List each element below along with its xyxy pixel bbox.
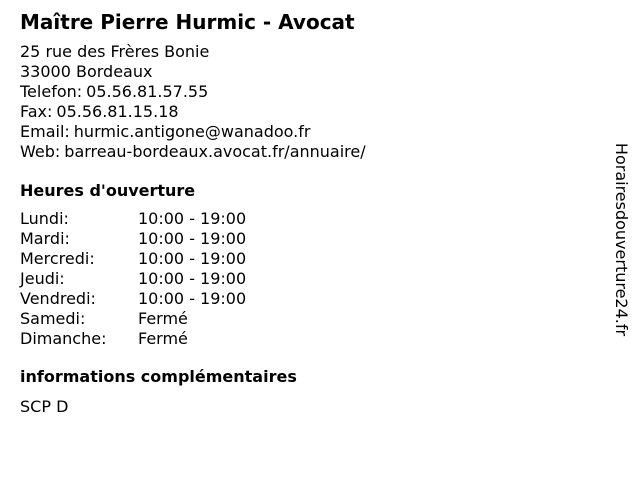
extra-info-heading: informations complémentaires — [20, 367, 297, 386]
business-title: Maître Pierre Hurmic - Avocat — [20, 10, 355, 34]
extra-info-text: SCP D — [20, 397, 69, 416]
phone-number[interactable]: 05.56.81.57.55 — [86, 82, 209, 101]
fax-number: 05.56.81.15.18 — [56, 102, 179, 121]
address-street: 25 rue des Frères Bonie — [20, 42, 210, 61]
web-link[interactable]: barreau-bordeaux.avocat.fr/annuaire/ — [64, 142, 366, 161]
phone-line — [20, 82, 600, 102]
web-label: Web: — [20, 142, 61, 161]
hours-time: Fermé — [138, 329, 188, 348]
hours-day: Dimanche: — [20, 329, 107, 348]
hours-time: 10:00 - 19:00 — [138, 289, 247, 308]
hours-day: Lundi: — [20, 209, 69, 228]
email-line — [20, 122, 600, 142]
address-city: 33000 Bordeaux — [20, 62, 153, 81]
fax-label: Fax: — [20, 102, 53, 121]
hours-day: Mercredi: — [20, 249, 95, 268]
hours-day: Jeudi: — [20, 269, 65, 288]
hours-day: Vendredi: — [20, 289, 96, 308]
hours-time: 10:00 - 19:00 — [138, 229, 247, 248]
hours-row-wednesday — [20, 249, 600, 269]
hours-day: Mardi: — [20, 229, 70, 248]
hours-time: 10:00 - 19:00 — [138, 249, 247, 268]
brand-watermark — [612, 134, 632, 344]
hours-table — [20, 209, 600, 349]
hours-row-thursday — [20, 269, 600, 289]
hours-time: Fermé — [138, 309, 188, 328]
phone-label: Telefon: — [20, 82, 83, 101]
hours-row-monday — [20, 209, 600, 229]
hours-time: 10:00 - 19:00 — [138, 209, 247, 228]
hours-row-sunday — [20, 329, 600, 349]
hours-row-friday — [20, 289, 600, 309]
web-line — [20, 142, 600, 162]
email-link[interactable]: hurmic.antigone@wanadoo.fr — [73, 122, 311, 141]
hours-time: 10:00 - 19:00 — [138, 269, 247, 288]
hours-day: Samedi: — [20, 309, 86, 328]
brand-text: Horairesdouverture24.fr — [612, 142, 632, 336]
hours-row-saturday — [20, 309, 600, 329]
fax-line — [20, 102, 600, 122]
email-label: Email: — [20, 122, 70, 141]
hours-row-tuesday — [20, 229, 600, 249]
business-card — [20, 10, 600, 417]
hours-heading: Heures d'ouverture — [20, 181, 196, 200]
